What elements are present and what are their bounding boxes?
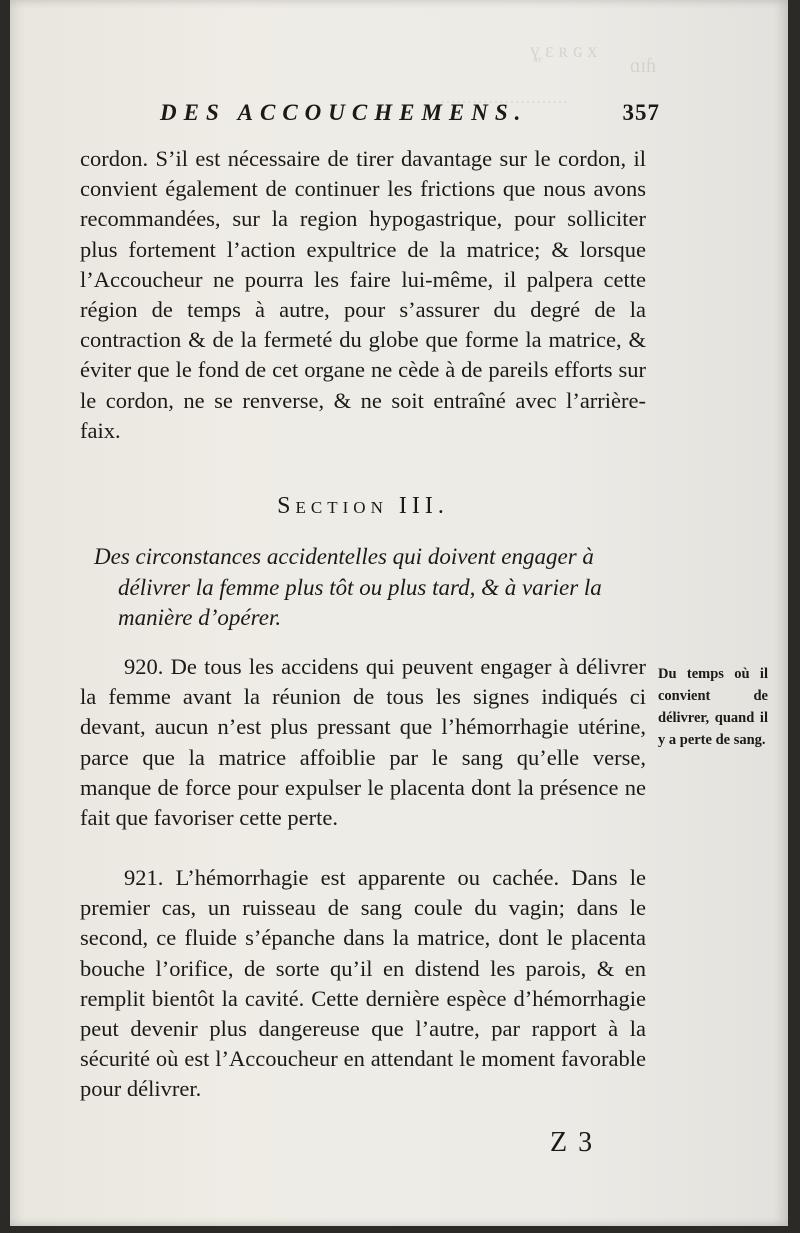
bleed-through-text: ……………………: [440, 90, 568, 107]
marginal-note: Du temps où il convient de délivrer, quand il y a perte de sang.: [658, 666, 768, 748]
paragraph-921: 921. L’hémorrhagie est apparente ou cachée. Dans le premier cas, un ruisseau de sang coule du vagin; dans le second, ce fluide s’épanche dans la matrice, dont le placenta bouche l’orifice, de sorte qu’il en distend les parois, & en remplit bientôt la cavité. Cette dernière espèce d’hémorrhagie peut devenir plus dangereuse que l’autre, par rapport à la sécurité où est l’Accoucheur en attendant le moment favorable pour délivrer.: [80, 865, 646, 1102]
bleed-through-text: ɣ᷊ ɛ ʀ ɢ x: [530, 40, 598, 62]
book-page: [10, 0, 788, 1226]
paragraph-continuation: cordon. S’il est nécessaire de tirer davantage sur le cordon, il convient également de continuer les frictions que nous avons recommandées, sur la region hypogastrique, pour solliciter plus fortement l’action expultrice de la matrice; & lorsque l’Accoucheur ne pourra les faire lui-même, il palpera cette région de temps à autre, pour s’assurer du degré de la contraction & de la fermeté du globe que forme la matrice, & éviter que le fond de cet organe ne cède à de pareils efforts sur le cordon, ne se renverse, & ne soit entraîné avec l’arrière-faix.: [80, 146, 646, 443]
running-title: DES ACCOUCHEMENS.: [160, 100, 528, 125]
page-number: 357: [622, 100, 660, 125]
paragraph-920: 920. De tous les accidens qui peuvent engager à délivrer la femme avant la réunion de tous les signes indiqués ci devant, aucun n’est plus pressant que l’hémorrhagie utérine, parce que la matrice affoiblie par le sang qu’elle verse, manque de force pour expulser le placenta dont la présence ne fait que favoriser cette perte.: [80, 654, 646, 831]
section-heading: Section III.: [277, 493, 449, 519]
section-summary: Des circonstances accidentelles qui doivent engager à délivrer la femme plus tôt ou plus tard, & à varier la manière d’opérer.: [94, 544, 602, 630]
running-header: [160, 100, 660, 126]
signature-mark: Z 3: [550, 1127, 595, 1158]
bleed-through-text: ɑɪɦ: [630, 55, 657, 77]
